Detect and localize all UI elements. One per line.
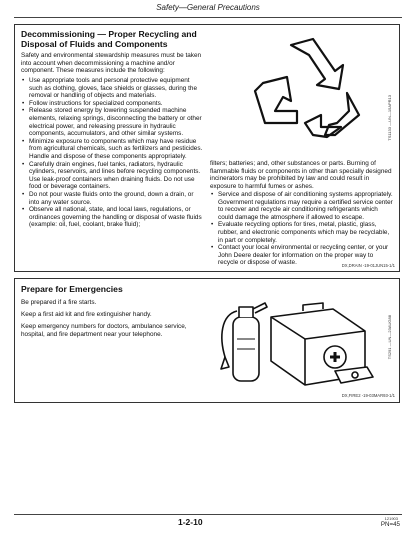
emergencies-paragraph: Keep emergency numbers for doctors, ambulance service, hospital, and fire department near your telephone. xyxy=(21,323,187,338)
list-item: • Evaluate recycling options for tires, metal, plastic, glass, rubber, and electronic components which may be recyclable, in part or completely. xyxy=(210,221,394,244)
recycling-reference-code: DX,DRAIN -19-01JUN15-1/1 xyxy=(341,263,395,268)
recycling-bullets-left xyxy=(21,77,204,229)
recycling-right-continuation: filters; batteries; and, other substances or parts. Burning of flammable fluids or components in other than specially designed incinerators may be prohibited by law and could result in exposure to harmful fumes or ashes. xyxy=(210,160,392,190)
page-number: 1-2-10 xyxy=(178,517,203,527)
page-header: Safety—General Precautions xyxy=(156,3,260,12)
recycle-image-code: TS1133 —UN—15APR13 xyxy=(387,95,392,141)
emergencies-paragraph: Be prepared if a fire starts. xyxy=(21,299,97,306)
header-divider xyxy=(14,17,402,18)
emergency-image-code: TS291 —UN—23AUG88 xyxy=(387,315,392,360)
list-item: • Contact your local environmental or recycling center, or your John Deere dealer for information on the proper way to recycle or dispose of waste. xyxy=(210,244,394,267)
emergencies-title: Prepare for Emergencies xyxy=(21,284,123,294)
list-item: • Service and dispose of air conditioning systems appropriately. Government regulations may require a certified service center to recover and recycle air conditioning refrigerants which could damage the atmosphere if allowed to escape. xyxy=(210,191,394,221)
first-aid-kit-and-extinguisher-icon xyxy=(215,287,375,391)
list-item: • Release stored energy by lowering suspended machine elements, relaxing springs, disconnecting the battery or other electrical power, and releasing pressure in hydraulic components, accumulators, and other similar systems. xyxy=(21,107,204,137)
recycling-bullets-right xyxy=(210,191,394,267)
emergencies-reference-code: DX,FIRE2 -19-03MAR93-1/1 xyxy=(341,393,395,398)
list-item: • Do not pour waste fluids onto the ground, down a drain, or into any water source. xyxy=(21,191,204,206)
list-item: • Minimize exposure to components which may have residue from agricultural chemicals, such as fertilizers and pesticides. Handle and dispose of these components appropriately. xyxy=(21,138,204,161)
recycling-intro: Safety and environmental stewardship measures must be taken into account when decommissioning a machine and/or component. These measures include the following: xyxy=(21,52,202,75)
emergencies-section xyxy=(14,278,400,403)
footer-divider xyxy=(14,514,402,515)
recycling-section xyxy=(14,24,400,272)
list-item: • Observe all national, state, and local laws, regulations, or ordinances governing the handling or disposal of waste fluids (example: oil, fuel, coolant, brake fluid); xyxy=(21,206,204,229)
footer-small-code: 121903 xyxy=(384,516,398,521)
recycling-title-line1: Decommissioning — Proper Recycling and xyxy=(21,29,197,39)
recycling-title-line2: Disposal of Fluids and Components xyxy=(21,39,168,49)
recycle-symbol-icon xyxy=(243,31,367,143)
list-item: • Carefully drain engines, fuel tanks, radiators, hydraulic cylinders, reservoirs, and lines before recycling components. Use leak-proof containers when draining fluids. Do not use food or beverage containers. xyxy=(21,161,204,191)
footer-pn: PN=45 xyxy=(380,521,400,528)
list-item: • Use appropriate tools and personal protective equipment such as clothing, gloves, face shields or glasses, during the removal or handling of objects and materials. xyxy=(21,77,204,100)
list-item: • Follow instructions for specialized components. xyxy=(21,100,204,108)
emergencies-paragraph: Keep a first aid kit and fire extinguisher handy. xyxy=(21,311,152,318)
